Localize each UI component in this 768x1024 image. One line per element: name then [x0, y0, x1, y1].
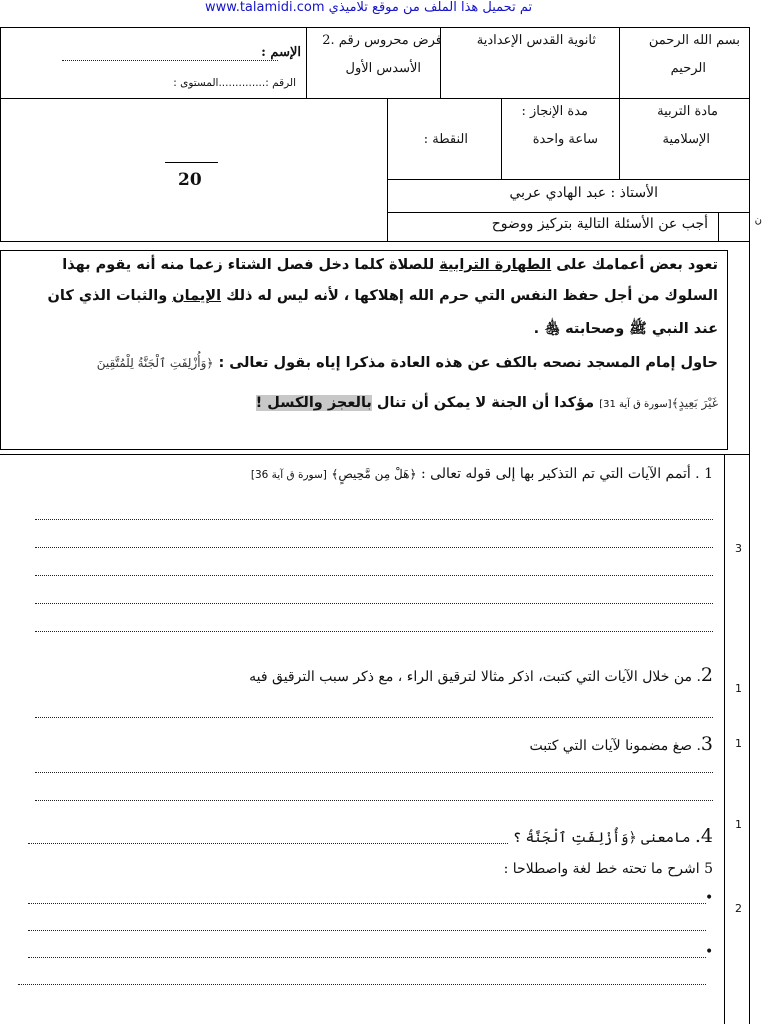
subject-line1: مادة التربية	[657, 104, 718, 119]
grade-total: 20	[178, 170, 202, 190]
intro-line3: عند النبي ﷺ وصحابته ﵃ .	[533, 321, 718, 337]
question-4-text: مامعنى ﴿وَأُزْلِفَتِ ٱلْجَنَّةُ ؟	[512, 830, 695, 846]
header-bottom-border	[0, 241, 750, 242]
answer-line[interactable]	[35, 575, 713, 576]
answer-line[interactable]	[35, 772, 713, 773]
points-column-divider	[724, 454, 725, 1024]
highlighted-phrase: بالعجز والكسل !	[255, 395, 372, 411]
points-q2: 1	[735, 682, 742, 695]
question-3-text: . صغ مضمونا لآيات التي كتبت	[529, 738, 701, 754]
questions-top-border	[0, 454, 750, 455]
intro-text: تعود بعض أعمامك على	[551, 257, 718, 273]
answer-line[interactable]	[28, 903, 706, 904]
points-q4: 1	[735, 818, 742, 831]
quran-quote: غَيْرَ بَعِيدٍ﴾	[671, 396, 718, 410]
school-name: ثانوية القدس الإعدادية	[476, 33, 596, 48]
question-2-text: . من خلال الآيات التي كتبت، اذكر مثالا لترقيق الراء ، مع ذكر سبب الترقيق فيه	[249, 669, 701, 685]
answer-line[interactable]	[28, 843, 508, 844]
basmala-line2: الرحيم	[670, 61, 706, 76]
intro-box	[0, 250, 728, 450]
grid-line	[619, 27, 620, 98]
grid-line	[387, 98, 388, 241]
intro-text: مؤكدا أن الجنة لا يمكن أن تنال	[371, 395, 600, 411]
quran-quote: ﴿وَأُزْلِفَتِ ٱلْجَنَّةُ لِلْمُتَّقِينَ	[96, 356, 214, 370]
instruction: أجب عن الأسئلة التالية بتركيز ووضوح	[491, 216, 708, 232]
answer-line[interactable]	[18, 984, 706, 985]
site-url[interactable]: www.talamidi.com	[205, 0, 325, 15]
duration-label: مدة الإنجاز :	[521, 104, 588, 119]
question-2	[249, 664, 713, 686]
surah-reference: [سورة ق آية 36]	[250, 469, 327, 481]
header-top-border	[0, 27, 750, 28]
grade-label: النقطة :	[423, 132, 468, 147]
subject-line2: الإسلامية	[662, 132, 710, 147]
border-right	[749, 27, 750, 1024]
answer-line[interactable]	[35, 717, 713, 718]
answer-line[interactable]	[35, 519, 713, 520]
teacher-name: الأستاذ : عبد الهادي عربي	[509, 185, 658, 201]
grid-line	[387, 179, 750, 180]
points-q5: 2	[735, 902, 742, 915]
header-row1-bottom	[0, 98, 750, 99]
name-label: الإسم :	[261, 45, 301, 60]
intro-line1	[62, 257, 718, 273]
question-1	[251, 466, 713, 482]
intro-line2	[48, 288, 718, 304]
grade-fraction-bar	[165, 162, 218, 163]
bullet: •	[705, 944, 714, 960]
answer-line[interactable]	[35, 547, 713, 548]
question-4	[513, 825, 713, 847]
question-number: 3	[700, 733, 713, 755]
grid-line	[718, 212, 719, 241]
exam-semester: الأسدس الأول	[345, 61, 421, 76]
answer-line[interactable]	[35, 603, 713, 604]
intro-text: والثبات الذي كان	[47, 288, 173, 304]
intro-line4	[97, 355, 718, 371]
site-banner	[205, 0, 532, 15]
answer-line[interactable]	[28, 957, 706, 958]
points-q1: 3	[735, 542, 742, 555]
points-q3: 1	[735, 737, 742, 750]
grid-line	[306, 27, 307, 98]
bullet: •	[705, 890, 714, 906]
surah-reference: [سورة ق آية 31]	[599, 399, 672, 410]
grid-line	[501, 98, 502, 179]
exam-title: فرض محروس رقم .2	[322, 33, 442, 48]
grid-line	[387, 212, 750, 213]
intro-text: حاول إمام المسجد نصحه بالكف عن هذه العادة مذكرا إياه بقول تعالى :	[213, 355, 718, 371]
duration-value: ساعة واحدة	[532, 132, 598, 147]
question-3	[530, 733, 714, 755]
intro-text: السلوك من أجل حفظ النفس التي حرم الله إهلاكها ، لأنه ليس له ذلك	[221, 288, 718, 304]
question-5: 5 اشرح ما تحته خط لغة واصطلاحا :	[503, 861, 713, 877]
intro-text: للصلاة كلما دخل فصل الشتاء زعما منه أنه يقوم بهذا	[62, 257, 440, 273]
underlined-term: الطهارة الترابية	[439, 257, 552, 273]
column-n: ن	[754, 215, 762, 226]
grid-line	[619, 98, 620, 179]
border-left	[0, 27, 1, 241]
intro-line5	[256, 395, 718, 411]
site-prefix: تم تحميل هذا الملف من موقع تلاميذي	[328, 0, 533, 15]
underlined-term: الإيمان	[172, 288, 222, 304]
question-1-text: 1 . أتمم الآيات التي تم التذكير بها إلى قوله تعالى :	[420, 466, 713, 482]
question-number: 2	[700, 664, 713, 686]
basmala-line1: بسم الله الرحمن	[648, 33, 740, 48]
number-level-field[interactable]: الرقم :..............المستوى :	[173, 77, 296, 89]
answer-line[interactable]	[35, 631, 713, 632]
question-number: 4.	[694, 825, 713, 847]
name-field[interactable]	[62, 60, 278, 61]
answer-line[interactable]	[28, 930, 706, 931]
quran-quote: ﴿هَلْ مِن مَّحِيصٍ﴾	[331, 467, 417, 481]
answer-line[interactable]	[35, 800, 713, 801]
